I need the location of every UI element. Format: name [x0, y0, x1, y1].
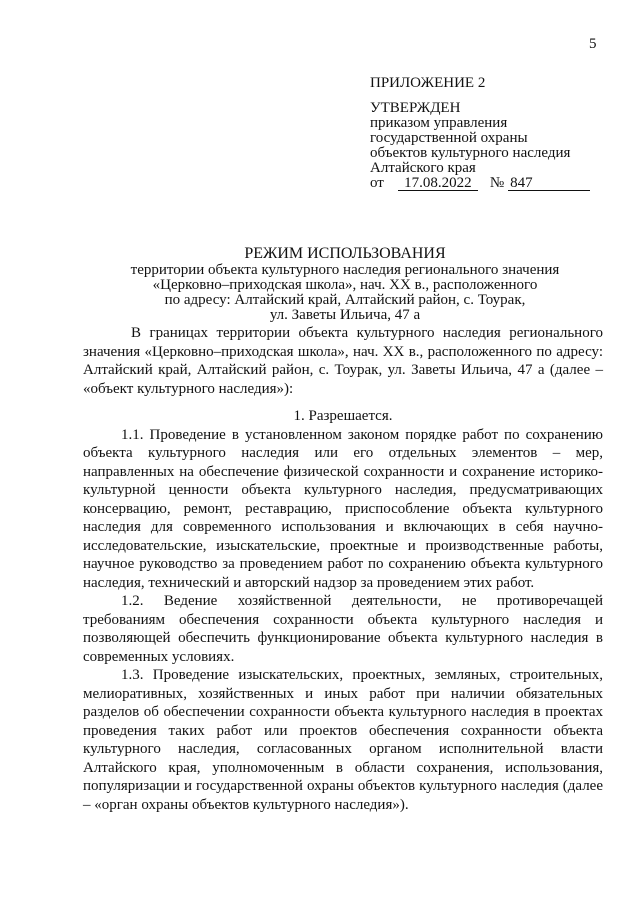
regime-subtitle-line: ул. Заветы Ильича, 47 а [269, 307, 421, 323]
regime-subtitle-line: «Церковно–приходская школа», нач. XX в., расположенного [152, 277, 538, 293]
order-date-number-line [370, 176, 610, 191]
regime-subtitle-line: по адресу: Алтайский край, Алтайский район, с. Тоурак, [164, 292, 526, 308]
date-prefix: от [370, 175, 384, 191]
list-item: 1.3. Проведение изыскательских, проектных, земляных, строительных, мелиоративных, хозяйственных и иных работ при наличии обязательных разделов об обеспечении сохранности объекта культурного наследия в проектах проведения таких работ или проектов обеспечения сохранности объекта культурного наследия, согласованных органом исполнительной власти Алтайского края, уполномоченным в области сохранения, использования, популяризации и государственной охраны объектов культурного наследия (далее – «орган охраны объектов культурного наследия»). [83, 667, 603, 813]
approval-authority-line: Алтайского края [370, 160, 476, 176]
regime-heading [80, 246, 610, 323]
list-item: 1.2. Ведение хозяйственной деятельности, не противоречащей требованиям обеспечения сохранности объекта культурного наследия и позволяющей обеспечить функционирование объекта культурного наследия в современных условиях. [83, 593, 603, 665]
approval-authority-line: объектов культурного наследия [370, 145, 571, 161]
approved-label: УТВЕРЖДЕН [370, 100, 461, 116]
intro-paragraph: В границах территории объекта культурного наследия регионального значения «Церковно–приходская школа», нач. XX в., расположенного по адресу: Алтайский край, Алтайский район, с. Тоурак, ул. Заветы Ильича, 47 а (далее – «объект культурного наследия»): [83, 325, 603, 397]
document-body [83, 324, 603, 814]
section-title: 1. Разрешается. [293, 408, 393, 424]
order-date: 17.08.2022 [398, 176, 478, 191]
page-number: 5 [589, 36, 597, 52]
list-item: 1.1. Проведение в установленном законом порядке работ по сохранению объекта культурного наследия или его отдельных элементов – мер, направленных на обеспечение физической сохранности и сохранение историко-культурной ценности объекта культурного наследия, предусматривающих консервацию, ремонт, реставрацию, приспособление объекта культурного наследия для современного использования и включающих в себя научно-исследовательские, изыскательские, проектные и производственные работы, научное руководство за проведением работ по сохранению объекта культурного наследия, технический и авторский надзор за проведением этих работ. [83, 426, 603, 591]
regime-title: РЕЖИМ ИСПОЛЬЗОВАНИЯ [244, 245, 446, 262]
appendix-block [370, 76, 610, 191]
appendix-title: ПРИЛОЖЕНИЕ 2 [370, 75, 486, 91]
regime-subtitle-line: территории объекта культурного наследия регионального значения [130, 262, 560, 278]
order-number: 847 [508, 176, 590, 191]
number-label: № [489, 175, 505, 191]
approval-authority-line: приказом управления [370, 115, 508, 131]
approval-authority-line: государственной охраны [370, 130, 528, 146]
